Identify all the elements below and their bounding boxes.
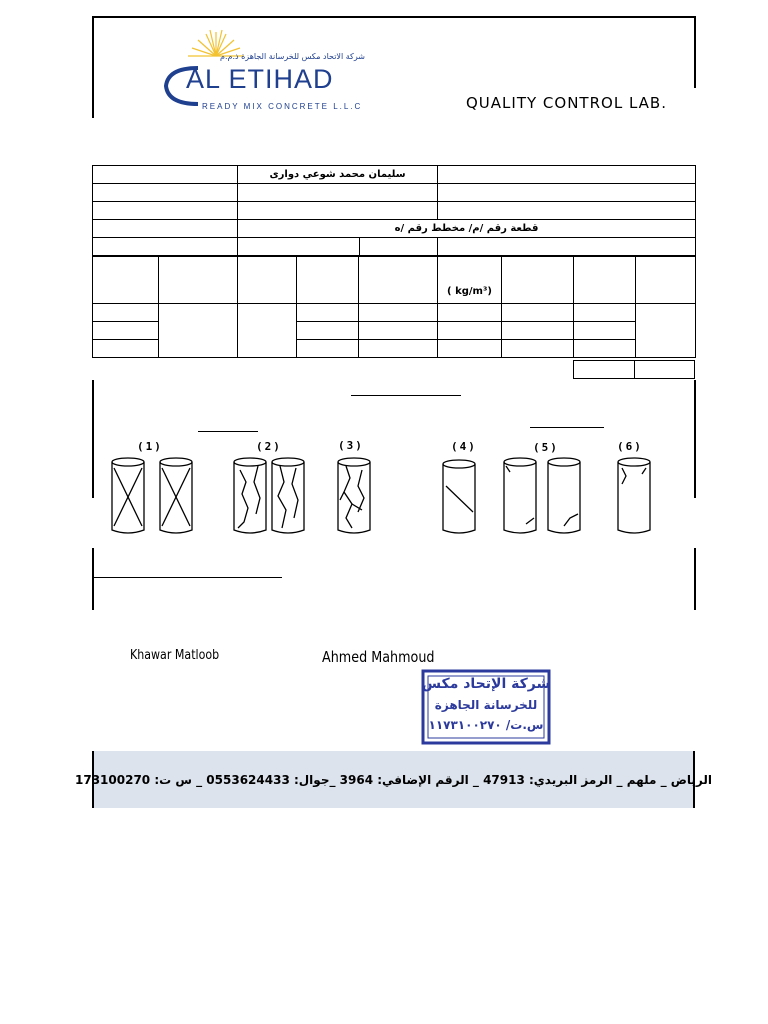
results-cell [574,304,636,322]
fracture-label-1: (1) [137,440,163,453]
results-header-cell [238,257,297,304]
left-group-underline [198,431,258,432]
results-cell [297,322,359,340]
info-table [92,165,696,256]
info-label-cell [93,202,238,220]
results-table [92,256,696,358]
info-value-cell [360,238,438,256]
section-right-lower [694,548,696,610]
section-title-underline [351,395,461,396]
cylinder-type5-a-icon [504,458,536,533]
results-cell [297,304,359,322]
info-value-cell [438,166,696,184]
info-value-cell [438,238,696,256]
results-cell [574,322,636,340]
right-group-underline [530,427,604,428]
info-value-cell [238,184,438,202]
info-value-cell [438,202,696,220]
results-cell [159,304,238,358]
results-header-cell [359,257,438,304]
section-left-lower [92,548,94,610]
stamp-line-2: للخرسانة الجاهزة [434,698,538,712]
fracture-label-4: (4) [451,440,477,453]
results-cell [359,322,438,340]
results-cell [438,340,502,358]
fracture-label-3: (3) [338,439,364,452]
average-box [573,360,635,379]
results-cell [636,304,696,358]
results-cell [438,322,502,340]
lab-title: QUALITY CONTROL LAB. [466,94,667,112]
logo-subtitle: READY MIX CONCRETE L.L.C [202,102,363,111]
cylinder-type2-a-icon [234,458,266,533]
signature-right: Ahmed Mahmoud [322,648,435,666]
fracture-label-6: (6) [617,440,643,453]
info-label-cell [93,166,238,184]
results-cell [502,340,574,358]
results-header-cell [159,257,238,304]
average-box [634,360,695,379]
cylinder-type6-icon [618,458,650,533]
results-cell [574,340,636,358]
fracture-label-2: (2) [256,440,282,453]
results-header-cell [502,257,574,304]
remarks-underline [94,577,282,578]
footer-address: الرياض _ ملهم _ الرمز البريدي: 47913 _ الرقم الإضافي: 3964 _جوال: 0553624433 _ س ت: 173100270 [92,751,695,808]
frame-left-top [92,16,94,118]
results-cell [93,322,159,340]
results-cell [438,304,502,322]
section-right [694,380,696,498]
client-name: سليمان محمد شوعي دوارى [238,166,438,184]
results-header-cell [636,257,696,304]
results-cell [359,340,438,358]
logo-name: AL ETIHAD [186,64,334,94]
results-cell [502,304,574,322]
results-header-cell [93,257,159,304]
stamp-line-1: شركة الإتحاد مكس [421,676,551,692]
cylinder-type5-b-icon [548,458,580,533]
info-label-cell [93,238,238,256]
frame-top [92,16,695,18]
results-cell [238,304,297,358]
info-label-cell [93,184,238,202]
signature-left: Khawar Matloob [130,648,220,663]
cylinder-type3-icon [338,458,370,533]
info-label-cell [93,220,238,238]
results-cell [359,304,438,322]
frame-right-top [694,16,696,88]
info-value-cell [238,238,360,256]
company-stamp [420,668,552,746]
plot-number: قطعة رقم /م/ مخطط رقم /ه [238,220,696,238]
cylinder-type1-b-icon [160,458,192,533]
logo-arabic-text: شركة الاتحاد مكس للخرسانة الجاهزة ذ.م.م [220,52,365,61]
fracture-diagrams [100,452,670,542]
cylinder-type2-b-icon [272,458,304,533]
section-left [92,380,94,498]
fracture-label-5: (5) [533,441,559,454]
density-header: ( kg/m³) [438,257,502,304]
results-cell [297,340,359,358]
results-header-cell [297,257,359,304]
cylinder-type1-a-icon [112,458,144,533]
results-cell [93,304,159,322]
results-cell [502,322,574,340]
cylinder-type4-icon [443,460,475,533]
info-value-cell [438,184,696,202]
info-value-cell [238,202,438,220]
stamp-line-3: س.ت/ ١١٧٣١٠٠٢٧٠ [428,718,544,732]
results-header-cell [574,257,636,304]
results-cell [93,340,159,358]
